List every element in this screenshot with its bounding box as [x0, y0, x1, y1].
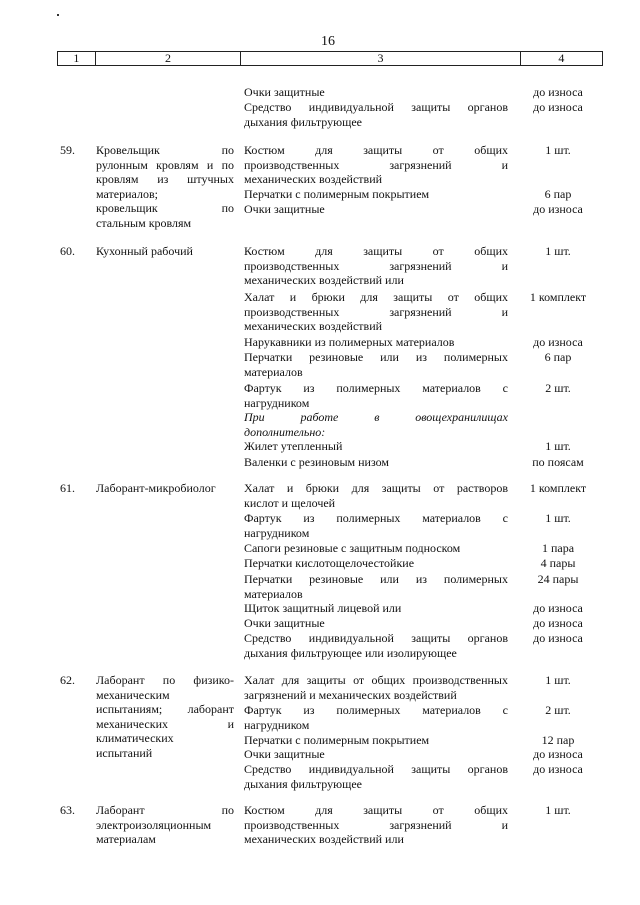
occupation-name: Лаборант по физико- механическим испытаниям; лаборант механических и климатических испытаний: [96, 673, 234, 760]
column-header-1: 1: [58, 52, 96, 66]
ppe-item: Очки защитные: [244, 85, 325, 99]
ppe-item: Жилет утепленный: [244, 439, 343, 453]
ppe-quantity: до износа: [533, 601, 583, 615]
ppe-quantity: 6 пар: [544, 350, 572, 364]
column-header-3: 3: [241, 52, 520, 66]
ppe-item: Фартук из полимерных материалов с нагрудником: [244, 511, 508, 540]
occupation-name: Кухонный рабочий: [96, 244, 193, 258]
row-number: 62.: [60, 673, 75, 687]
ppe-quantity: до износа: [533, 762, 583, 776]
ppe-quantity: 12 пар: [541, 733, 575, 747]
ppe-quantity: 2 шт.: [545, 381, 571, 395]
ppe-item: Халат для защиты от общих производственных загрязнений и механических воздействий: [244, 673, 508, 702]
ppe-quantity: 1 шт.: [545, 673, 571, 687]
ppe-item: Перчатки кислотощелочестойкие: [244, 556, 415, 570]
page-number: 16: [321, 34, 335, 49]
row-number: 63.: [60, 803, 75, 817]
ppe-quantity: по поясам: [532, 455, 584, 469]
ppe-item: Костюм для защиты от общих производственных загрязнений и механических воздействий или: [244, 803, 508, 847]
ppe-item: Очки защитные: [244, 202, 325, 216]
ppe-quantity: 1 комплект: [529, 290, 587, 304]
ppe-item: Фартук из полимерных материалов с нагрудником: [244, 381, 508, 410]
ppe-quantity: 6 пар: [544, 187, 572, 201]
ppe-item: Перчатки резиновые или из полимерных материалов: [244, 572, 508, 601]
ppe-quantity: 1 шт.: [545, 244, 571, 258]
ppe-quantity: до износа: [533, 202, 583, 216]
ppe-quantity: до износа: [533, 335, 583, 349]
ppe-item: Средство индивидуальной защиты органов дыхания фильтрующее или изолирующее: [244, 631, 508, 660]
ppe-item: Костюм для защиты от общих производственных загрязнений и механических воздействий или: [244, 244, 508, 288]
ppe-item: Халат и брюки для защиты от общих производственных загрязнений и механических воздействий: [244, 290, 508, 334]
ppe-quantity: до износа: [533, 85, 583, 99]
ppe-item: Щиток защитный лицевой или: [244, 601, 402, 615]
column-header-row: [57, 51, 603, 66]
ppe-quantity: 1 шт.: [545, 439, 571, 453]
ppe-item: Очки защитные: [244, 616, 325, 630]
ppe-item: Нарукавники из полимерных материалов: [244, 335, 455, 349]
ppe-item: Фартук из полимерных материалов с нагрудником: [244, 703, 508, 732]
row-number: 59.: [60, 143, 75, 157]
ppe-item: Валенки с резиновым низом: [244, 455, 390, 469]
ppe-quantity: до износа: [533, 616, 583, 630]
ppe-quantity: до износа: [533, 100, 583, 114]
ppe-condition-note: При работе в овощехранилищах дополнительно:: [244, 410, 508, 439]
ppe-quantity: 1 пара: [541, 541, 575, 555]
ppe-quantity: 24 пары: [537, 572, 579, 586]
ppe-item: Очки защитные: [244, 747, 325, 761]
occupation-name: Лаборант по электроизоляционным материалам: [96, 803, 234, 847]
column-header-4: 4: [520, 52, 602, 66]
ppe-item: Халат и брюки для защиты от растворов кислот и щелочей: [244, 481, 508, 510]
ppe-quantity: 1 шт.: [545, 511, 571, 525]
ppe-quantity: 1 комплект: [529, 481, 587, 495]
ppe-quantity: 4 пары: [540, 556, 576, 570]
row-number: 61.: [60, 481, 75, 495]
ppe-quantity: до износа: [533, 631, 583, 645]
ppe-item: Сапоги резиновые с защитным подноском: [244, 541, 461, 555]
ppe-quantity: 2 шт.: [545, 703, 571, 717]
occupation-name: Лаборант-микробиолог: [96, 481, 216, 495]
column-header-2: 2: [95, 52, 241, 66]
scan-mark: [57, 14, 59, 16]
ppe-item: Средство индивидуальной защиты органов дыхания фильтрующее: [244, 100, 508, 129]
ppe-item: Костюм для защиты от общих производственных загрязнений и механических воздействий: [244, 143, 508, 187]
occupation-name: Кровельщик по рулонным кровлям и по кровлям из штучных материалов; кровельщик по стальным кровлям: [96, 143, 234, 230]
ppe-quantity: до износа: [533, 747, 583, 761]
ppe-item: Перчатки резиновые или из полимерных материалов: [244, 350, 508, 379]
ppe-item: Средство индивидуальной защиты органов дыхания фильтрующее: [244, 762, 508, 791]
ppe-item: Перчатки с полимерным покрытием: [244, 733, 430, 747]
ppe-quantity: 1 шт.: [545, 803, 571, 817]
row-number: 60.: [60, 244, 75, 258]
ppe-quantity: 1 шт.: [545, 143, 571, 157]
ppe-item: Перчатки с полимерным покрытием: [244, 187, 430, 201]
